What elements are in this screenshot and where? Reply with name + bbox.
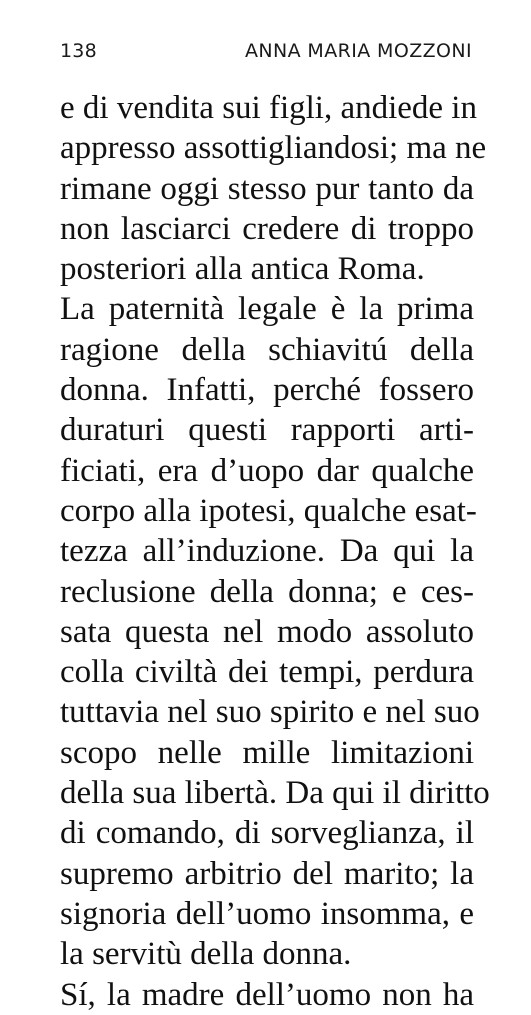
text-line: reclusione della donna; e ces- [60, 573, 474, 610]
text-line: tezza all’induzione. Da qui la [60, 533, 474, 570]
text-line: posteriori alla antica Roma. [60, 251, 425, 288]
body-text [60, 88, 490, 1015]
text-line: e di vendita sui figli, andiede in [60, 90, 477, 126]
text-line: Sí, la madre dell’uomo non ha [60, 976, 474, 1013]
text-line: ficiati, era d’uopo dar qualche [60, 452, 474, 489]
text-line: ragione della schiavitú della [60, 331, 474, 368]
text-line: appresso assottigliandosi; ma ne [60, 130, 487, 167]
text-line: scopo nelle mille limitazioni [60, 734, 474, 771]
text-line: di comando, di sorveglianza, il [60, 815, 474, 852]
text-line: la servitù della donna. [60, 936, 352, 973]
text-line: supremo arbitrio del marito; la [60, 855, 474, 892]
text-line: sata questa nel modo assoluto [60, 613, 474, 650]
text-line: corpo alla ipotesi, qualche esat- [60, 492, 477, 529]
text-line: tuttavia nel suo spirito e nel suo [60, 694, 480, 731]
text-line: non lasciarci credere di troppo [60, 210, 474, 247]
page-header [60, 40, 472, 68]
text-line: signoria dell’uomo insomma, e [60, 895, 474, 932]
text-line: La paternità legale è la prima [60, 291, 474, 328]
text-line: colla civiltà dei tempi, perdura [60, 654, 474, 691]
page-number: 138 [60, 40, 97, 62]
text-line: donna. Infatti, perché fossero [60, 372, 474, 409]
text-line: duraturi questi rapporti arti- [60, 412, 474, 449]
text-line: rimane oggi stesso pur tanto da [60, 170, 474, 207]
running-head-author: ANNA MARIA MOZZONI [244, 40, 472, 62]
text-line: della sua libertà. Da qui il diritto [60, 775, 490, 812]
